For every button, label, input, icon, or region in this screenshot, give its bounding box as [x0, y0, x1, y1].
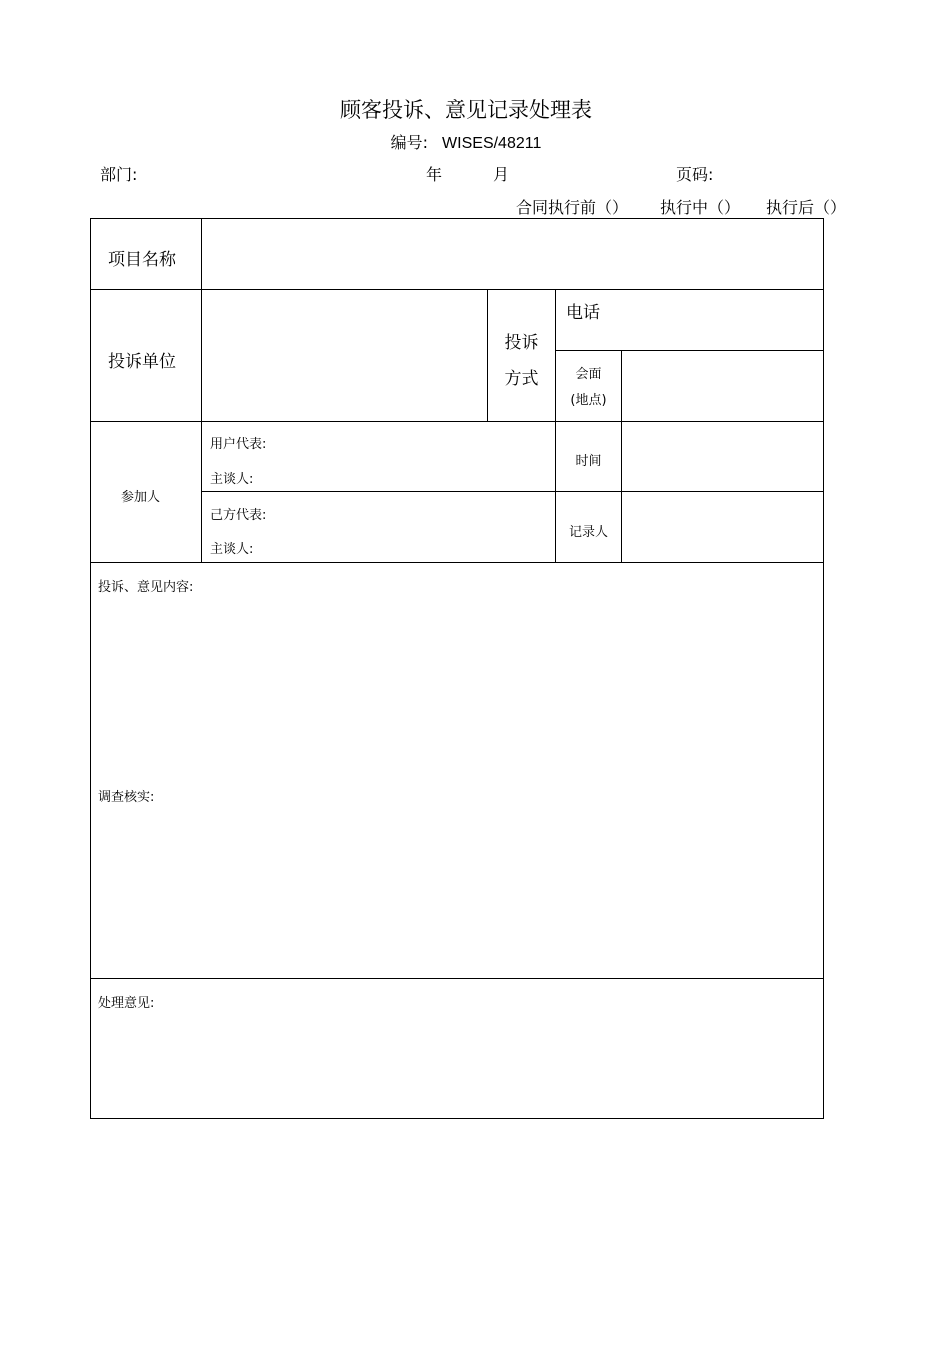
stage-during-contract: 执行中（） — [660, 198, 741, 217]
serial-code: WISES/48211 — [442, 135, 542, 152]
user-representative-label: 用户代表: — [210, 437, 267, 452]
page-number-label: 页码: — [676, 165, 714, 184]
investigation-label: 调查核实: — [98, 790, 155, 805]
complaint-content-label: 投诉、意见内容: — [98, 580, 194, 595]
month-label: 月 — [493, 165, 510, 184]
complaint-method-label-line1: 投诉 — [504, 333, 539, 353]
own-main-speaker-label: 主谈人: — [210, 542, 254, 557]
complaint-method-label-line2: 方式 — [504, 369, 539, 389]
project-name-label: 项目名称 — [108, 250, 176, 270]
department-label: 部门: — [100, 165, 138, 184]
year-label: 年 — [426, 165, 443, 184]
serial-label: 编号: — [390, 133, 429, 152]
serial-number — [0, 130, 932, 153]
participants-label: 参加人 — [121, 490, 161, 505]
time-label: 时间 — [575, 454, 602, 469]
own-representative-label: 己方代表: — [210, 508, 267, 523]
complainant-unit-label: 投诉单位 — [108, 352, 176, 372]
page-title: 顾客投诉、意见记录处理表 — [340, 98, 592, 122]
meeting-location-label: (地点) — [570, 393, 607, 408]
user-main-speaker-label: 主谈人: — [210, 472, 254, 487]
recorder-label: 记录人 — [568, 525, 608, 540]
phone-label: 电话 — [566, 303, 600, 323]
stage-after-contract: 执行后（） — [766, 198, 847, 217]
stage-before-contract: 合同执行前（） — [516, 198, 629, 217]
meeting-label-line1: 会面 — [575, 367, 602, 382]
handling-opinion-label: 处理意见: — [98, 996, 155, 1011]
